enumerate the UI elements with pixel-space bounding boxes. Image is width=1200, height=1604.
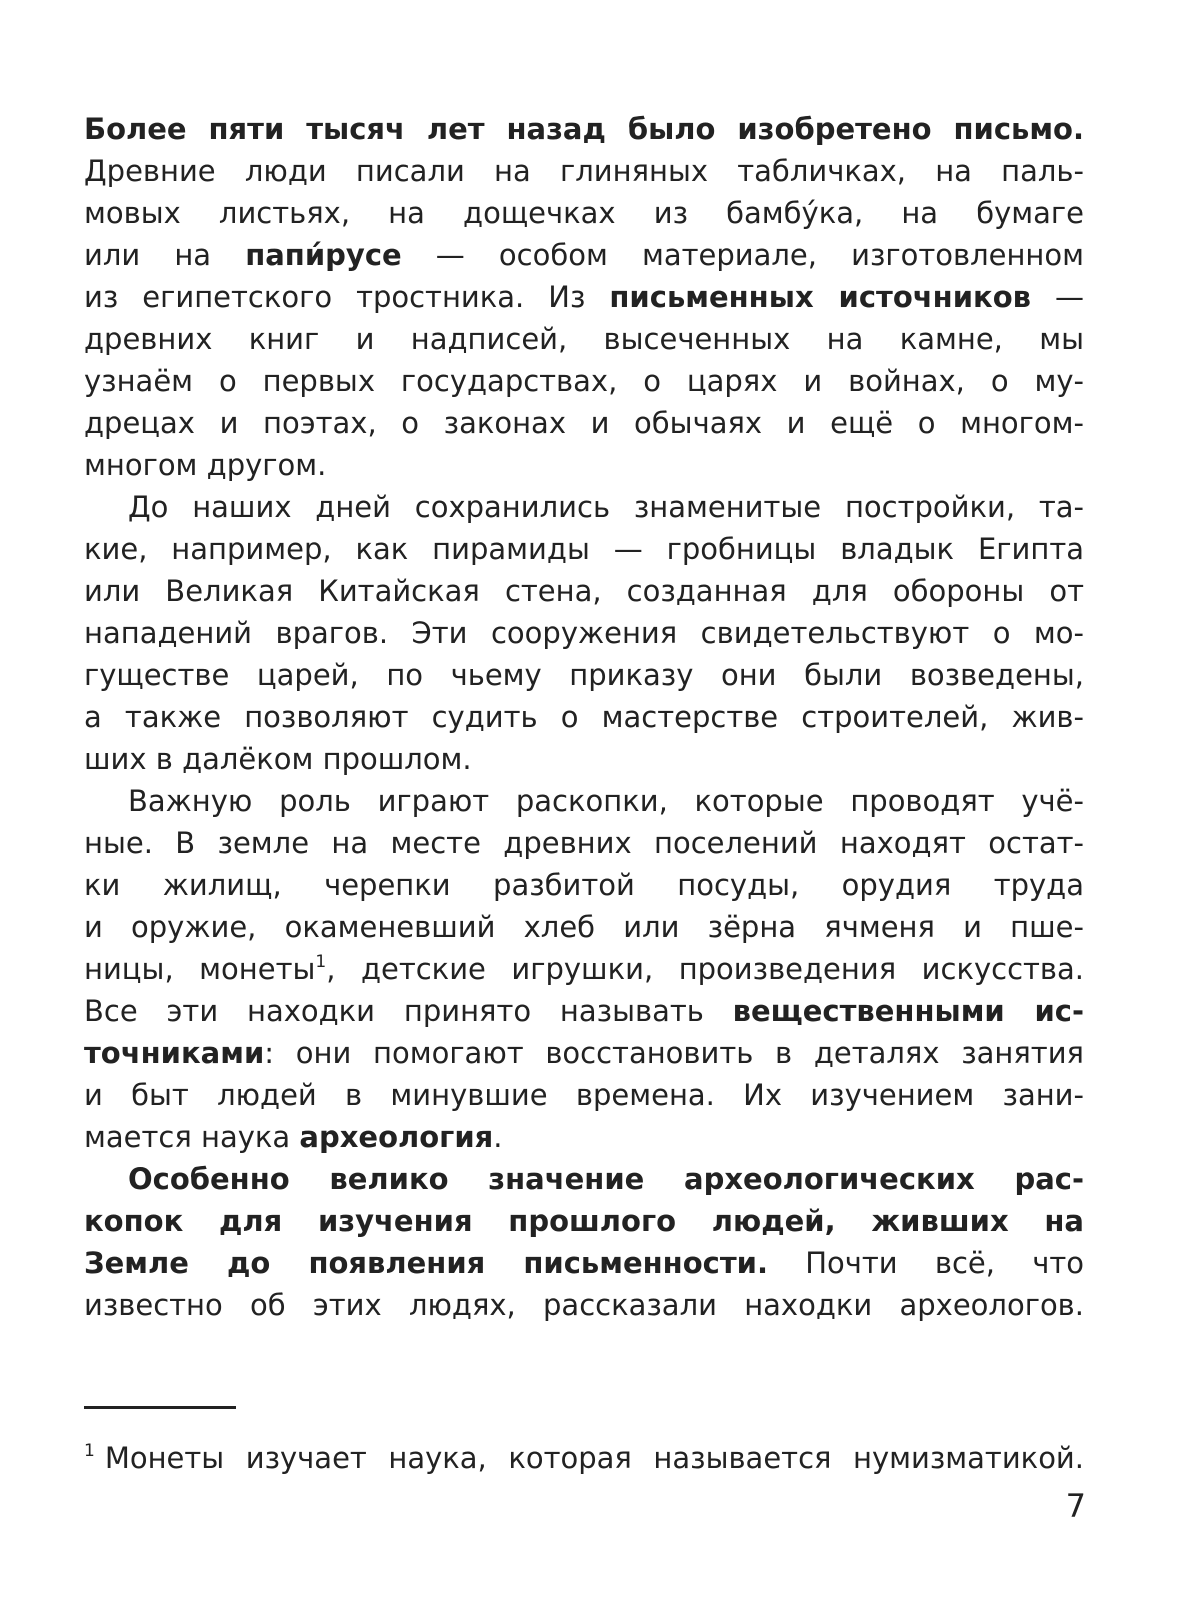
- text-segment: или на: [84, 238, 246, 272]
- bold-term: папи́русе: [245, 238, 402, 272]
- text-line: [84, 696, 1084, 738]
- text-line: [84, 234, 1084, 276]
- bold-term: Земле до появления письменности.: [84, 1246, 768, 1280]
- text-line: [84, 990, 1084, 1032]
- text-segment: многом другом.: [84, 448, 327, 482]
- text-line: [84, 612, 1084, 654]
- text-line: [84, 570, 1084, 612]
- text-line: [84, 192, 1084, 234]
- body-text: [84, 108, 1084, 1326]
- bold-term: Особенно велико значение археологических рас-: [128, 1162, 1084, 1196]
- text-line: [84, 1116, 1084, 1158]
- text-segment: или Великая Китайская стена, созданная для обороны от: [84, 574, 1084, 608]
- text-segment: —: [1031, 280, 1084, 314]
- footnote-marker: 1: [84, 1441, 95, 1461]
- text-line: [84, 528, 1084, 570]
- text-segment: мается наука: [84, 1120, 300, 1154]
- text-line: [84, 1242, 1084, 1284]
- text-segment: Важную роль играют раскопки, которые проводят учё-: [128, 784, 1084, 818]
- text-line: [84, 486, 1084, 528]
- text-segment: дрецах и поэтах, о законах и обычаях и ещё о многом-: [84, 406, 1084, 440]
- text-line: [84, 906, 1084, 948]
- text-line: [84, 1200, 1084, 1242]
- text-segment: и быт людей в минувшие времена. Их изучением зани-: [84, 1078, 1084, 1112]
- text-line: [84, 1284, 1084, 1326]
- text-segment: , детские игрушки, произведения искусства.: [326, 952, 1084, 986]
- text-segment: Все эти находки принято называть: [84, 994, 733, 1028]
- bold-term: письменных источников: [609, 280, 1031, 314]
- text-line: [84, 402, 1084, 444]
- text-line: [84, 822, 1084, 864]
- text-segment: : они помогают восстановить в деталях занятия: [264, 1036, 1084, 1070]
- text-line: [84, 108, 1084, 150]
- bold-term: вещественными ис-: [732, 994, 1084, 1028]
- footnote-text: Монеты изучает наука, которая называется нумизматикой.: [104, 1441, 1084, 1475]
- text-segment: Почти всё, что: [767, 1246, 1084, 1280]
- text-segment: известно об этих людях, рассказали находки археологов.: [84, 1288, 1084, 1322]
- text-segment: и оружие, окаменевший хлеб или зёрна ячменя и пше-: [84, 910, 1084, 944]
- text-line: [84, 276, 1084, 318]
- text-segment: гуществе царей, по чьему приказу они были возведены,: [84, 658, 1084, 692]
- text-segment: .: [493, 1120, 503, 1154]
- text-line: [84, 780, 1084, 822]
- text-segment: из египетского тростника. Из: [84, 280, 610, 314]
- bold-term: копок для изучения прошлого людей, живших на: [84, 1204, 1084, 1238]
- text-segment: древних книг и надписей, высеченных на камне, мы: [84, 322, 1084, 356]
- text-line: [84, 738, 1084, 780]
- text-segment: ки жилищ, черепки разбитой посуды, орудия труда: [84, 868, 1084, 902]
- text-line: [84, 318, 1084, 360]
- text-segment: нападений врагов. Эти сооружения свидетельствуют о мо-: [84, 616, 1084, 650]
- text-line: [84, 1158, 1084, 1200]
- footnote-reference: 1: [315, 952, 327, 972]
- text-segment: — особом материале, изготовленном: [401, 238, 1084, 272]
- bold-term: археология: [299, 1120, 494, 1154]
- text-segment: Древние люди писали на глиняных табличках, на паль-: [84, 154, 1084, 188]
- text-line: [84, 150, 1084, 192]
- text-line: [84, 360, 1084, 402]
- text-segment: ницы, монеты: [84, 952, 316, 986]
- bold-term: точниками: [84, 1036, 265, 1070]
- text-line: [84, 864, 1084, 906]
- text-segment: ших в далёком прошлом.: [84, 742, 472, 776]
- text-segment: кие, например, как пирамиды — гробницы владык Египта: [84, 532, 1084, 566]
- text-segment: мовых листьях, на дощечках из бамбу́ка, на бумаге: [84, 196, 1084, 230]
- footnote: [84, 1437, 1084, 1479]
- text-segment: узнаём о первых государствах, о царях и войнах, о му-: [84, 364, 1084, 398]
- bold-term: Более пяти тысяч лет назад было изобретено письмо.: [84, 112, 1084, 146]
- text-line: [84, 654, 1084, 696]
- text-line: [84, 444, 1084, 486]
- text-segment: ные. В земле на месте древних поселений находят остат-: [84, 826, 1084, 860]
- text-segment: а также позволяют судить о мастерстве строителей, жив-: [84, 700, 1084, 734]
- text-segment: До наших дней сохранились знаменитые постройки, та-: [128, 490, 1084, 524]
- page-number: 7: [1065, 1487, 1086, 1525]
- footnote-divider: [84, 1406, 236, 1409]
- text-line: [84, 1032, 1084, 1074]
- text-line: [84, 1074, 1084, 1116]
- text-line: [84, 948, 1084, 990]
